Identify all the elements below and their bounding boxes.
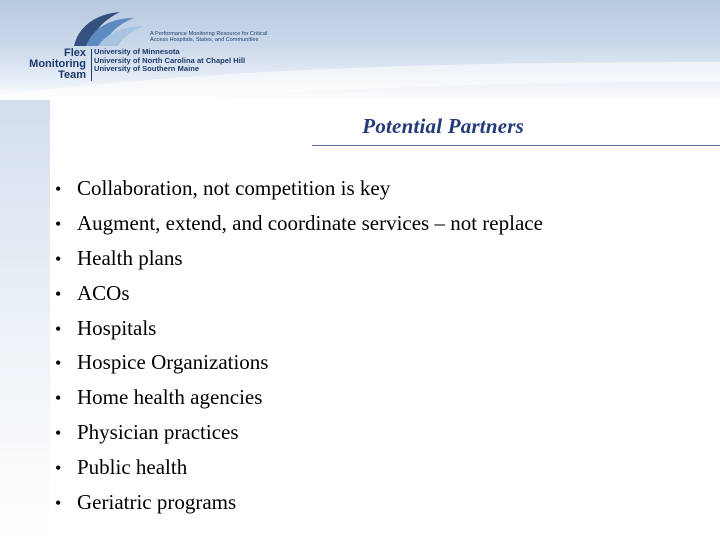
bullet-icon: • bbox=[55, 458, 62, 479]
bullet-text: Hospitals bbox=[77, 315, 157, 340]
bullet-text: Collaboration, not competition is key bbox=[77, 176, 391, 200]
slide-title: Potential Partners bbox=[362, 114, 524, 138]
university-list bbox=[94, 48, 245, 74]
bullet-icon: • bbox=[55, 248, 62, 269]
bullet-icon: • bbox=[55, 353, 62, 374]
logo-brand-name bbox=[10, 48, 86, 81]
university-item: University of Southern Maine bbox=[94, 64, 200, 73]
bullet-text: Home health agencies bbox=[77, 385, 263, 410]
bullet-text: Public health bbox=[77, 455, 188, 480]
bullet-icon: • bbox=[55, 423, 62, 444]
bullet-text: Hospice Organizations bbox=[77, 350, 269, 375]
flex-monitoring-team-logo bbox=[10, 4, 268, 82]
bullet-icon: • bbox=[55, 388, 62, 409]
logo-tagline: A Performance Monitoring Resource for Critical Access Hospitals, States, and Communities bbox=[150, 31, 268, 43]
bullet-text: Health plans bbox=[77, 245, 183, 270]
bullet-text: ACOs bbox=[77, 280, 130, 305]
university-item: University of North Carolina at Chapel Hill bbox=[94, 55, 246, 65]
bullet-icon: • bbox=[55, 283, 62, 304]
bullet-text: Geriatric programs bbox=[77, 490, 237, 515]
bullet-icon: • bbox=[55, 493, 62, 514]
university-item: University of Minnesota bbox=[94, 47, 180, 56]
brand-line: Monitoring bbox=[29, 58, 86, 70]
bullet-icon: • bbox=[55, 213, 62, 234]
title-underline bbox=[312, 145, 720, 146]
left-accent-strip bbox=[0, 100, 50, 540]
brand-line: Team bbox=[58, 69, 86, 81]
logo-swoosh-icon bbox=[68, 6, 148, 50]
bullet-icon: • bbox=[55, 179, 62, 199]
bullet-text: Augment, extend, and coordinate services – not replace bbox=[77, 210, 543, 235]
logo-divider bbox=[91, 49, 92, 81]
bullet-icon: • bbox=[55, 318, 62, 339]
brand-line: Flex bbox=[63, 47, 86, 59]
bullet-text: Physician practices bbox=[77, 420, 239, 445]
